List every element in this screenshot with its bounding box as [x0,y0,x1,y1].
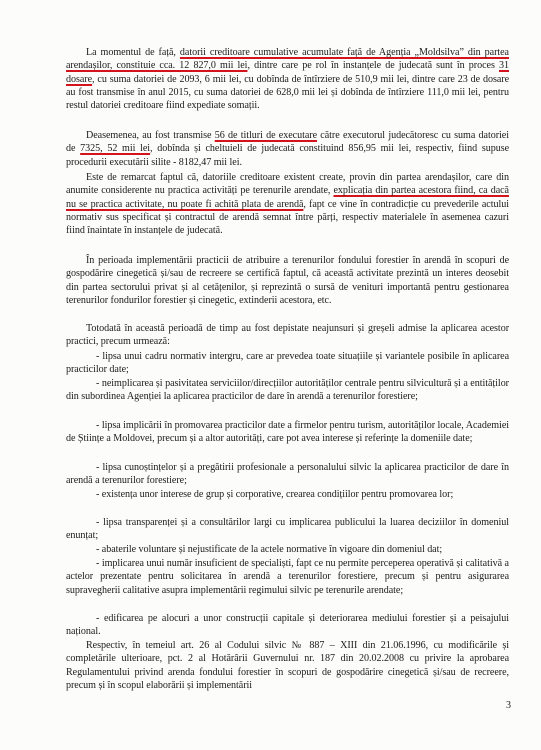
highlighted-titles-count: 56 de titluri de executare [214,130,318,141]
list-item: - lipsa transparenței și a consultărilor largi cu implicarea publicului la luarea deciziilor în domeniul enunțat; [66,517,509,542]
paragraph-shortcomings-intro: Totodată în această perioadă de timp au fost depistate neajunsuri și greșeli admise la aplicarea acestor practici, precum urmează: [66,323,509,348]
paragraph-remark: Este de remarcat faptul că, datoriile creditoare existent create, provin din partea arendașilor, care din anumite considerente nu practica activități pe terenurile arendate, explicația din partea acestora fiind, ca dacă nu se practica activitate, nu poate fi achită plata de arendă, fapt ce vine în contradicție cu prevederile actului normativ sus specificat și contractul de arendă semnat între părți, respectiv materialele în asemenea cazuri fiind înaintate în instanțele de judecată. [66,172,509,237]
paragraph-enforcement: Deasemenea, au fost transmise 56 de titluri de executare către executorul judecătoresc cu suma datoriei de 7325, 52 mii lei, dobînda și cheltuieli de judecată constituind 856,95 mii lei, respectiv, fiind supuse procedurii executării silite - 8182,47 mii lei. [66,130,510,168]
list-item: - lipsa unui cadru normativ intergru, care ar prevedea toate situațiile și variantele posibile în aplicarea practicilor date; [66,351,509,376]
list-item: - abaterile voluntare și nejustificate de la actele normative în vigoare din domeniul dat; [96,544,443,555]
highlighted-debt-total: datorii creditoare cumulative acumulate față de Agenția „Moldsilva” din partea arendașilor, constituie cca. 12 827,0 mii lei [66,47,509,72]
list-item: - existența unor interese de grup și corporative, crearea condițiilor pentru promovarea lor; [96,489,454,500]
list-item: - lipsa implicării în promovarea practicilor date a firmelor pentru turism, autorităților locale, Academiei de Științe a Moldovei, precum și a altor autorități, care pot avea interese și referințe la domeniile date; [66,420,509,445]
paragraph-debts: La momentul de față, datorii creditoare cumulative acumulate față de Agenția „Moldsilva” din partea arendașilor, constituie cca. 12 827,0 mii lei, dintre care pe rol în instanțele de judecată sunt în proces 31 dosare, cu suma datoriei de 2093, 6 mii lei, cu dobînda de întîrziere de 510,9 mii lei, dintre care 23 de dosare au fost transmise în anul 2015, cu suma datoriei de 628,0 mii lei și dobînda de întîrziere 111,0 mii lei, pentru restul datoriei creditoare fiind expediate somații. [66,47,509,112]
highlighted-explanation: explicația din partea acestora fiind, ca dacă nu se practica activitate, nu poate fi achită plata de arendă [66,185,509,210]
highlighted-case-count: 31 dosare [66,60,509,85]
paragraph-legal-basis: Respectiv, în temeiul art. 26 al Codului silvic № 887 – XIII din 21.06.1996, cu modificările și completările ulterioare, pct. 2 al Hotărârii Guvernului nr. 187 din 20.02.2008 cu privire la aprobarea Regulamentului privind arenda fondului forestier în scopuri de gospodărire cinegetică și/sau de recreere, precum și în scopul elaborării și implementării [66,640,509,692]
list-item: - neimplicarea și pasivitatea serviciilor/direcțiilor autorităților centrale pentru silvicultură și a entităților din subordinea Agenției la aplicarea practicilor de dare în arendă a terenurilor forestiere; [66,378,509,403]
page-number: 3 [506,700,511,711]
paragraph-implementation: În perioada implementării practicii de atribuire a terenurilor fondului forestier în arendă în scopuri de gospodărire cinegetică și/sau de recreere se certifică faptul, că această activitate prezintă un interes deosebit din partea sectorului privat și al cetățenilor, și reprezintă o sursă de venituri importantă pentru gestionarea terenurilor fondurilor forestier și cinegetic, extinderii acestora, etc. [66,255,509,307]
list-item: - implicarea unui număr insuficient de specialiști, fapt ce nu permite perceperea operativă și calitativă a actelor prezentate pentru solicitarea în arendă a terenurilor forestiere, precum și pentru asigurarea supravegherii calitative asupra implementării regimului silvic pe terenurile arendate; [66,558,509,596]
highlighted-enforcement-sum: 7325, 52 mii lei [80,143,151,155]
list-item: - lipsa cunoștințelor și a pregătirii profesionale a personalului silvic la aplicarea practicilor de dare în arendă a terenurilor forestiere; [66,462,509,487]
list-item: - edificarea pe alocuri a unor construcții capitale și deteriorarea mediului forestier și a peisajului național. [66,613,509,638]
